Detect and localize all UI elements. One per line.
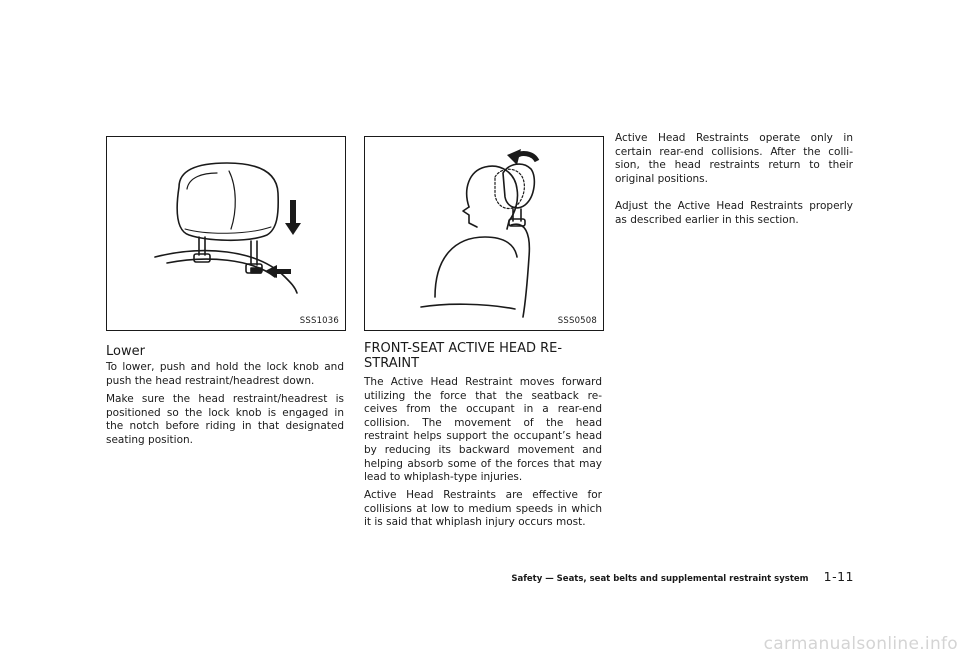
paragraph: Adjust the Active Head Restraints properly as described earlier in this section.	[615, 200, 853, 226]
active-head-restraint-illustration	[365, 137, 603, 330]
page-footer	[480, 566, 854, 585]
figure-headrest-lower	[106, 136, 346, 331]
page-number: 1-11	[823, 569, 854, 584]
heading-line: STRAINT	[364, 356, 420, 371]
paragraph: To lower, push and hold the lock knob and push the head restraint/headrest down.	[106, 361, 344, 387]
paragraph: Active Head Restraints are effective for collisions at low to medium speeds in which it is said that whiplash injury occurs most.	[364, 489, 602, 529]
paragraph: Make sure the head restraint/headrest is positioned so the lock knob is engaged in the notch before riding in that designated seating position.	[106, 393, 344, 446]
section-heading-lower: Lower	[106, 344, 145, 359]
figure-code: SSS1036	[299, 316, 339, 326]
paragraph: The Active Head Restraint moves forward utilizing the force that the seatback re-ceives from the occupant in a rear-end collision. The movement of the head restraint helps support the occupant’s head by reducing its backward movement and helping absorb some of the forces that may lead to whiplash-type injuries.	[364, 376, 602, 484]
section-heading-active-head-restraint	[364, 341, 602, 371]
heading-line: FRONT-SEAT ACTIVE HEAD RE-	[364, 341, 563, 356]
watermark: carmanualsonline.info	[763, 634, 958, 654]
headrest-lower-illustration	[107, 137, 345, 330]
figure-code: SSS0508	[557, 316, 597, 326]
chapter-title: Safety — Seats, seat belts and supplemental restraint system	[511, 574, 809, 584]
paragraph: Active Head Restraints operate only in certain rear-end collisions. After the colli-sion, the head restraints return to their original positions.	[615, 132, 853, 185]
figure-active-head-restraint	[364, 136, 604, 331]
